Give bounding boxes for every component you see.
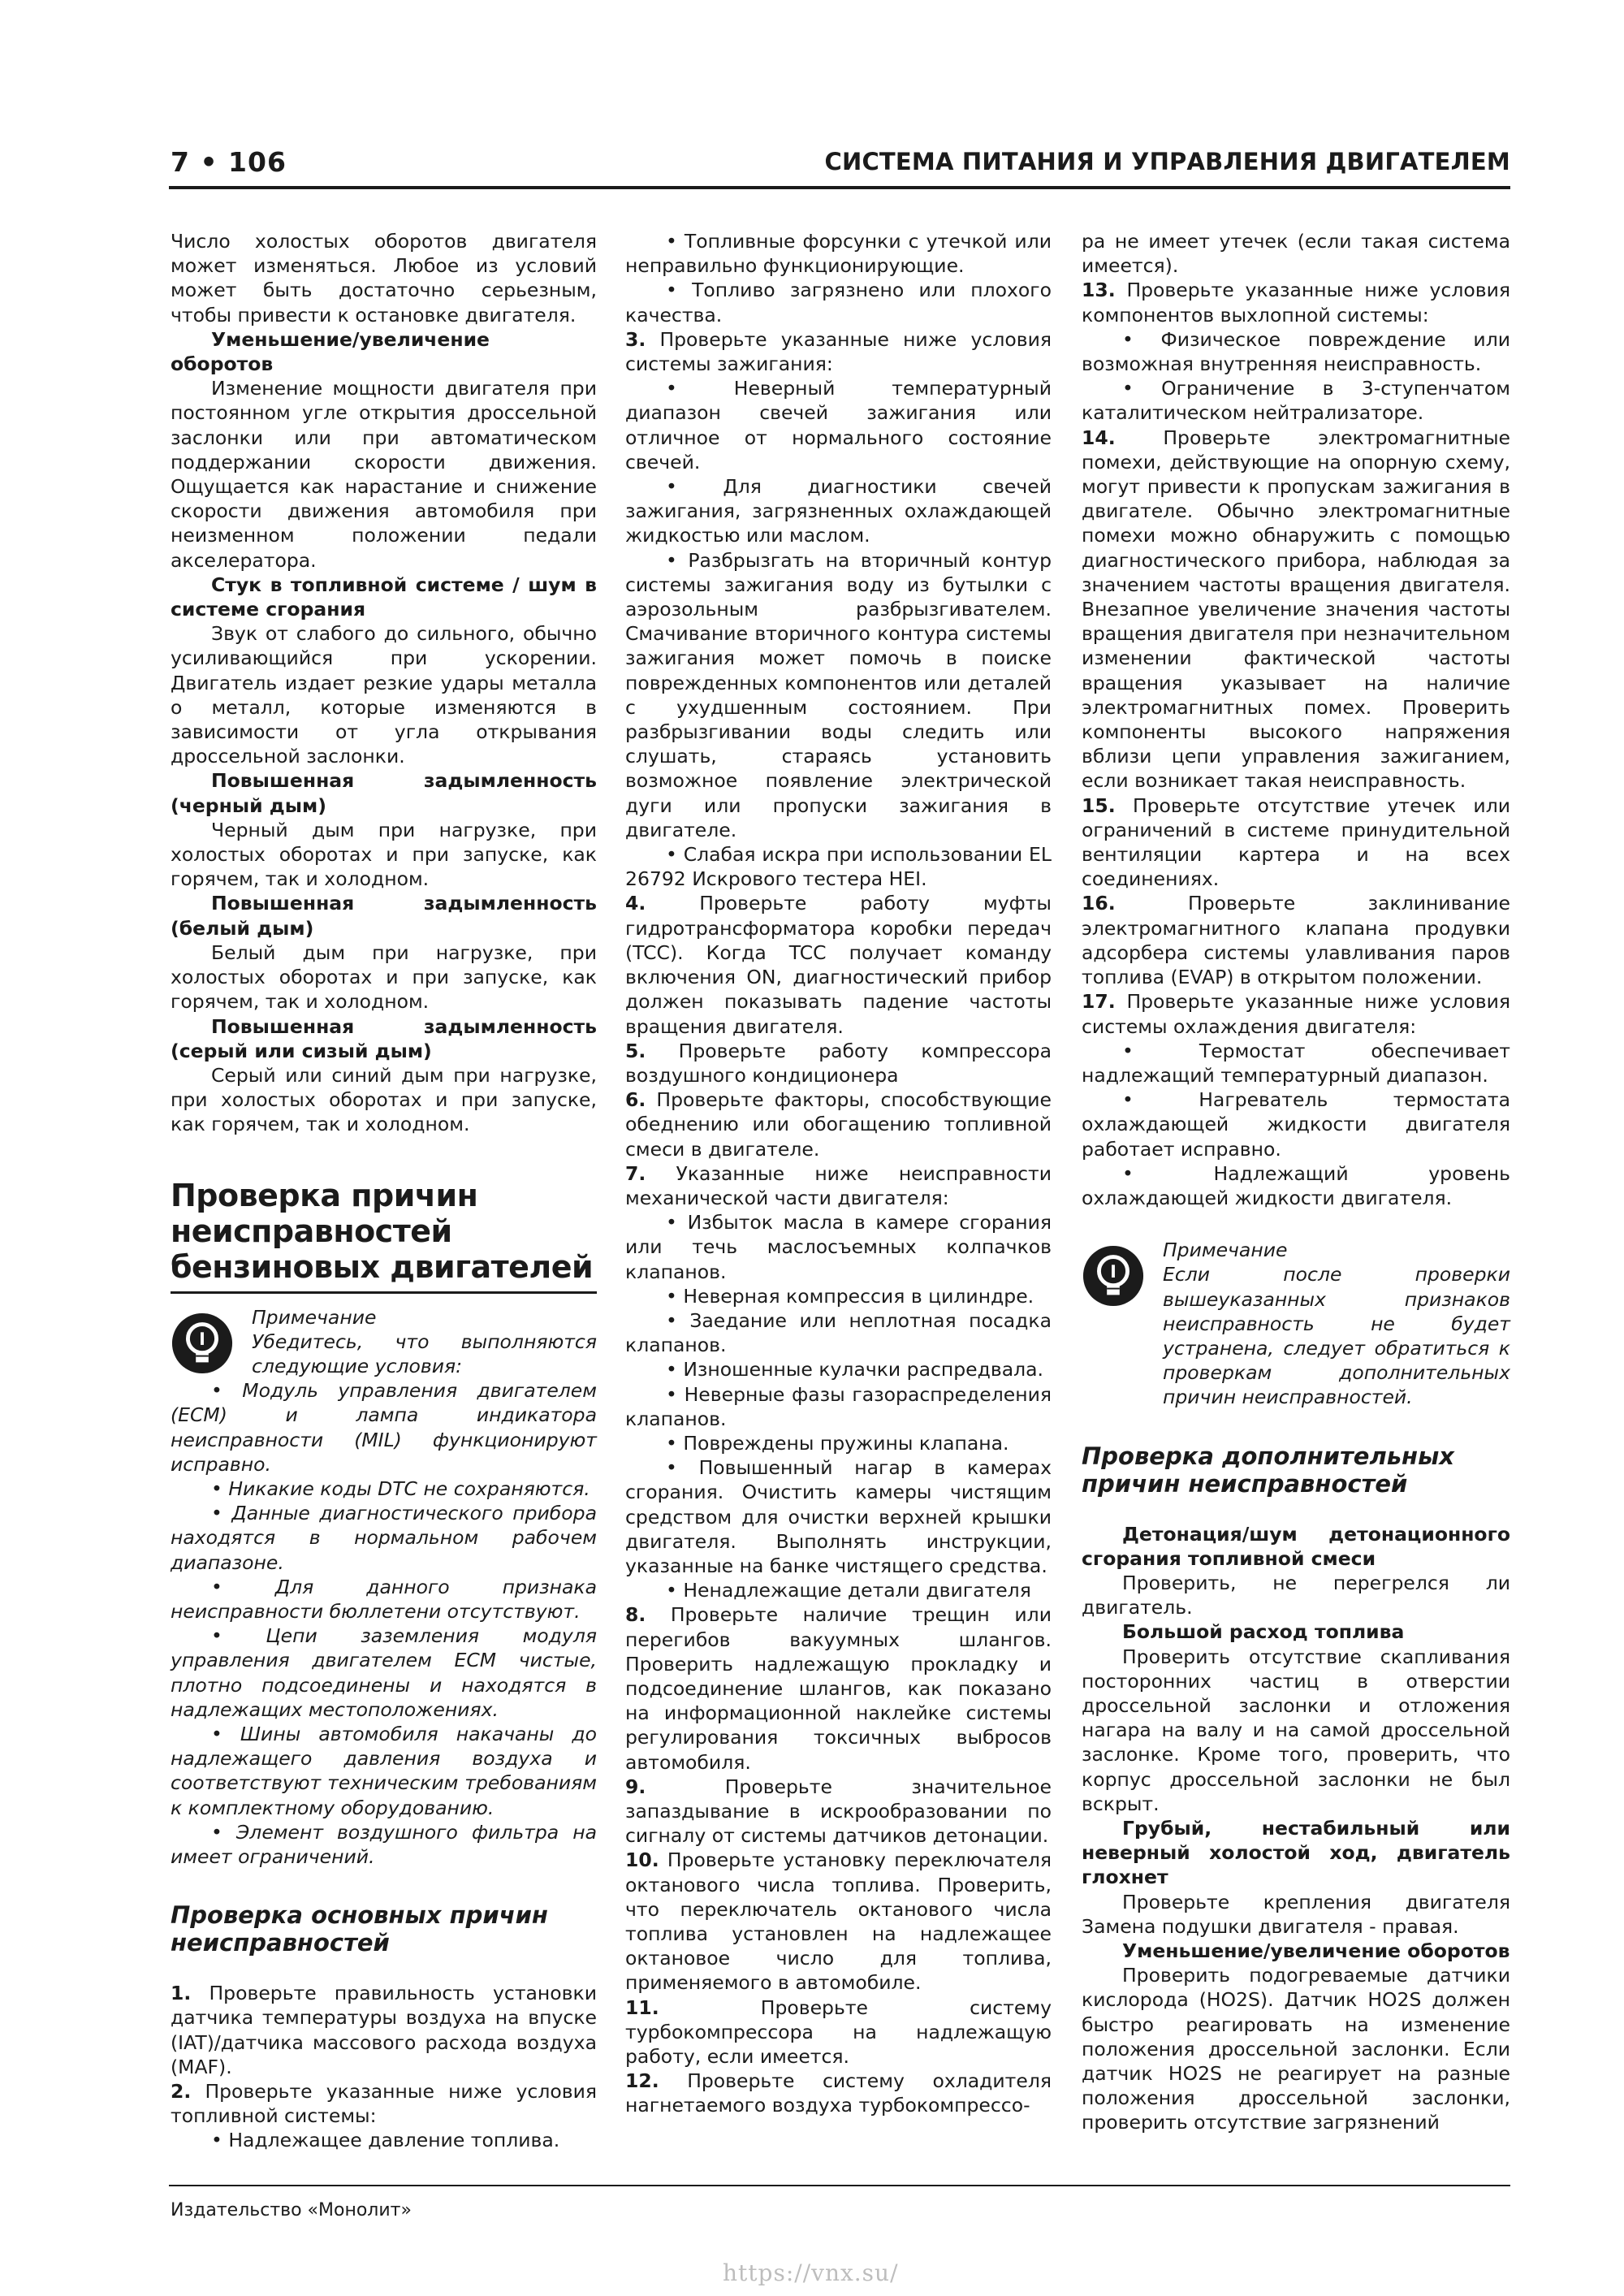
step-text: Проверьте заклинивание электромагнитного клапана продувки адсорбера системы улавливания паров топлива (EVAP) в открытом положении. bbox=[1082, 892, 1510, 989]
step-1 bbox=[171, 1981, 597, 2079]
column-3 bbox=[1082, 229, 1510, 2135]
subhead-white-smoke: Повышенная задымленность (белый дым) bbox=[171, 892, 597, 940]
step-number: 10. bbox=[625, 1848, 659, 1872]
step-number: 4. bbox=[625, 892, 646, 915]
bullet: • Повышенный нагар в камерах сгорания. Очистить камеры чистящим средством для очистки верхней крышки двигателя. Выполнять инструкции, указанные на банке чистящего средства. bbox=[625, 1456, 1052, 1577]
bullet: • Неверная компрессия в цилиндре. bbox=[666, 1284, 1034, 1308]
bullet: • Изношенные кулачки распредвала. bbox=[666, 1358, 1044, 1381]
step-8 bbox=[625, 1602, 1052, 1774]
step-2 bbox=[171, 2079, 597, 2128]
step-10 bbox=[625, 1848, 1052, 1995]
step-text: Проверьте правильность установки датчика температуры воздуха на впуске (IAT)/датчика массового расхода воздуха (MAF). bbox=[171, 1982, 597, 2078]
subsection-title: Проверка дополнительных причин неисправностей bbox=[1082, 1442, 1455, 1498]
running-head: СИСТЕМА ПИТАНИЯ И УПРАВЛЕНИЯ ДВИГАТЕЛЕМ bbox=[824, 148, 1510, 175]
note-title: Примечание bbox=[252, 1305, 377, 1329]
step-text: Проверьте указанные ниже условия системы охлаждения двигателя: bbox=[1082, 990, 1510, 1038]
step-12 bbox=[625, 2069, 1052, 2117]
subhead-grey-smoke: Повышенная задымленность (серый или сизый дым) bbox=[171, 1014, 597, 1062]
subhead-knock: Стук в топливной системе / шум в системе сгорания bbox=[171, 573, 597, 621]
paragraph-detonation: Проверить, не перегрелся ли двигатель. bbox=[1082, 1571, 1510, 1619]
step-9 bbox=[625, 1775, 1052, 1848]
note-lead: Убедитесь, что выполняются следующие условия: bbox=[252, 1330, 597, 1377]
section-title: Проверка причин неисправностей бензиновых двигателей bbox=[171, 1178, 597, 1294]
step-number: 17. bbox=[1082, 990, 1116, 1014]
note-box bbox=[171, 1305, 597, 1870]
bullet: • Термостат обеспечивает надлежащий температурный диапазон. bbox=[1082, 1039, 1510, 1087]
step-13 bbox=[1082, 278, 1510, 326]
step-number: 2. bbox=[171, 2080, 192, 2103]
paragraph-consumption: Проверить отсутствие скапливания посторонних частиц в отверстии дроссельной заслонки и отложения нагара на валу и на самой дроссельной заслонке. Кроме того, проверить, что корпус дроссельной заслонки не был вскрыт. bbox=[1082, 1645, 1510, 1815]
bullet: • Надлежащий уровень охлаждающей жидкости двигателя. bbox=[1082, 1161, 1510, 1209]
step-17 bbox=[1082, 989, 1510, 1038]
column-1 bbox=[171, 229, 597, 2153]
bullet: • Неверные фазы газораспределения клапанов. bbox=[625, 1382, 1052, 1430]
bullet: • Избыток масла в камере сгорания или течь маслосъемных колпачков клапанов. bbox=[625, 1211, 1052, 1283]
step-number: 8. bbox=[625, 1603, 646, 1627]
step-number: 1. bbox=[171, 1982, 192, 2005]
continued-paragraph: ра не имеет утечек (если такая система имеется). bbox=[1082, 230, 1510, 278]
bullet: • Неверный температурный диапазон свечей зажигания или отличное от нормального состояние свечей. bbox=[625, 377, 1052, 473]
step-14 bbox=[1082, 426, 1510, 793]
bullet: • Ограничение в 3-ступенчатом каталитическом нейтрализаторе. bbox=[1082, 377, 1510, 425]
step-number: 11. bbox=[625, 1995, 659, 2019]
step-text: Проверьте систему турбокомпрессора на надлежащую работу, если имеется. bbox=[625, 1995, 1052, 2069]
step-number: 7. bbox=[625, 1161, 646, 1185]
step-5 bbox=[625, 1039, 1052, 1087]
subhead-speed: Уменьшение/увеличение оборотов bbox=[1122, 1939, 1510, 1962]
step-4 bbox=[625, 891, 1052, 1038]
bullet: • Слабая искра при использовании EL 26792 Искрового тестера HEI. bbox=[625, 843, 1052, 891]
step-text: Указанные ниже неисправности механической части двигателя: bbox=[625, 1161, 1052, 1209]
step-15 bbox=[1082, 793, 1510, 892]
paragraph-speed: Изменение мощности двигателя при постоянном угле открытия дроссельной заслонки или при автоматическом поддержании скорости движения. Ощущается как нарастание и снижение скорости движения автомобиля при неизменном положении педали акселератора. bbox=[171, 377, 597, 572]
paragraph-white-smoke: Белый дым при нагрузке, при холостых оборотах и при запуске, как горячем, так и холодном. bbox=[171, 940, 597, 1014]
subsection-title: Проверка основных причин неисправностей bbox=[171, 1901, 548, 1957]
header-rule bbox=[169, 186, 1510, 189]
note-item: • Модуль управления двигателем (ECM) и лампа индикатора неисправности (MIL) функционируют исправно. bbox=[171, 1379, 597, 1476]
step-7 bbox=[625, 1161, 1052, 1210]
column-2 bbox=[625, 229, 1052, 2118]
step-text: Проверьте систему охладителя нагнетаемого воздуха турбокомпрессо- bbox=[625, 2069, 1052, 2117]
step-16 bbox=[1082, 891, 1510, 989]
step-text: Проверьте указанные ниже условия компонентов выхлопной системы: bbox=[1082, 279, 1510, 326]
subhead-rough-idle: Грубый, нестабильный или неверный холостой ход, двигатель глохнет bbox=[1082, 1816, 1510, 1889]
publisher: Издательство «Монолит» bbox=[171, 2200, 412, 2220]
bullet: • Ненадлежащие детали двигателя bbox=[666, 1579, 1031, 1602]
step-text: Проверьте факторы, способствующие обеднению или обогащению топливной смеси в двигателе. bbox=[625, 1088, 1052, 1161]
bullet: • Физическое повреждение или возможная внутренняя неисправность. bbox=[1082, 327, 1510, 376]
note-item: • Для данного признака неисправности бюллетени отсутствуют. bbox=[171, 1575, 597, 1623]
bullet: • Для диагностики свечей зажигания, загрязненных охлаждающей жидкостью или маслом. bbox=[625, 475, 1052, 547]
bullet: • Заедание или неплотная посадка клапанов. bbox=[625, 1308, 1052, 1357]
step-3 bbox=[625, 327, 1052, 376]
paragraph-speed: Проверить подогреваемые датчики кислорода (HO2S). Датчик HO2S должен быстро реагировать на изменение положения дроссельной заслонки. Если датчик HO2S не реагирует на разные положения дроссельной заслонки, проверить отсутствие загрязнений bbox=[1082, 1964, 1510, 2134]
paragraph-black-smoke: Черный дым при нагрузке, при холостых оборотах и при запуске, как горячем, так и холодном. bbox=[171, 818, 597, 891]
step-text: Проверьте работу компрессора воздушного кондиционера bbox=[625, 1039, 1052, 1087]
watermark-link[interactable]: https://vnx.su/ bbox=[723, 2259, 899, 2286]
step-number: 14. bbox=[1082, 426, 1116, 449]
step-number: 9. bbox=[625, 1775, 646, 1798]
step-number: 5. bbox=[625, 1039, 646, 1062]
step-number: 16. bbox=[1082, 892, 1116, 915]
bullet: • Топливо загрязнено или плохого качества. bbox=[625, 279, 1052, 326]
step-text: Проверьте указанные ниже условия топливной системы: bbox=[171, 2080, 597, 2128]
subhead-speed: Уменьшение/увеличение оборотов bbox=[171, 327, 490, 376]
bullet: • Разбрызгать на вторичный контур системы зажигания воду из бутылки с аэрозольным разбрызгивателем. Смачивание вторичного контура системы зажигания может помочь в поиске поврежденных компонентов или деталей с ухудшенным состоянием. При разбрызгивании воды следить или слушать, стараясь установить возможное появление электрической дуги или пропуски зажигания в двигателе. bbox=[625, 548, 1052, 841]
paragraph-grey-smoke: Серый или синий дым при нагрузке, при холостых оборотах и при запуске, как горячем, так и холодном. bbox=[171, 1063, 597, 1136]
footer-rule bbox=[169, 2185, 1510, 2186]
note-item: • Никакие коды DTC не сохраняются. bbox=[211, 1477, 590, 1500]
note-item: • Цепи заземления модуля управления двигателем ECM чистые, плотно подсоединены и находятся в надлежащих местоположениях. bbox=[171, 1624, 597, 1721]
step-number: 12. bbox=[625, 2069, 659, 2093]
subhead-consumption: Большой расход топлива bbox=[1122, 1620, 1405, 1644]
step-text: Проверьте указанные ниже условия системы зажигания: bbox=[625, 327, 1052, 376]
step-number: 13. bbox=[1082, 279, 1116, 302]
bullet: • Топливные форсунки с утечкой или неправильно функционирующие. bbox=[625, 230, 1052, 278]
bullet: • Нагреватель термостата охлаждающей жидкости двигателя работает исправно. bbox=[1082, 1088, 1510, 1161]
step-text: Проверьте электромагнитные помехи, действующие на опорную схему, могут привести к пропускам зажигания в двигателе. Обычно электромагнитные помехи можно обнаружить с помощью диагностического прибора, наблюдая за значением частоты вращения двигателя. Внезапное увеличение значения частоты вращения двигателя при незначительном изменении фактической частоты вращения указывает на наличие электромагнитных помех. Проверить компоненты высокого напряжения вблизи цепи управления зажиганием, если возникает такая неисправность. bbox=[1082, 426, 1510, 793]
step-text: Проверьте отсутствие утечек или ограничений в системе принудительной вентиляции картера и на всех соединениях. bbox=[1082, 793, 1510, 891]
note-title: Примечание bbox=[1163, 1239, 1288, 1262]
step-text: Проверьте наличие трещин или перегибов вакуумных шлангов. Проверить надлежащую прокладку и подсоединение шлангов, как показано на информационной наклейке системы регулирования токсичных выбросов автомобиля. bbox=[625, 1603, 1052, 1774]
note-text: Если после проверки вышеуказанных признаков неисправность не будет устранена, следует обратиться к проверкам дополнительных причин неисправностей. bbox=[1163, 1263, 1510, 1409]
step-11 bbox=[625, 1995, 1052, 2069]
lightbulb-icon bbox=[171, 1312, 234, 1375]
step-number: 15. bbox=[1082, 793, 1116, 817]
bullet: • Повреждены пружины клапана. bbox=[666, 1431, 1009, 1455]
page-number: 7 • 106 bbox=[171, 146, 287, 178]
bullet: • Надлежащее давление топлива. bbox=[211, 2129, 560, 2152]
note-item: • Данные диагностического прибора находятся в нормальном рабочем диапазоне. bbox=[171, 1502, 597, 1574]
step-number: 3. bbox=[625, 327, 646, 351]
subhead-black-smoke: Повышенная задымленность (черный дым) bbox=[171, 769, 597, 817]
step-text: Проверьте работу муфты гидротрансформатора коробки передач (TCC). Когда TCC получает команду включения ON, диагностический прибор должен показывать падение частоты вращения двигателя. bbox=[625, 892, 1052, 1038]
note-item: • Шины автомобиля накачаны до надлежащего давления воздуха и соответствуют техническим требованиям к комплектному оборудованию. bbox=[171, 1722, 597, 1819]
lightbulb-icon bbox=[1082, 1244, 1145, 1308]
paragraph-knock: Звук от слабого до сильного, обычно усиливающийся при ускорении. Двигатель издает резкие удары металла о металл, которые изменяются в зависимости от угла открывания дроссельной заслонки. bbox=[171, 622, 597, 768]
step-text: Проверьте значительное запаздывание в искрообразовании по сигналу от системы датчиков детонации. bbox=[625, 1775, 1052, 1848]
intro-paragraph: Число холостых оборотов двигателя может изменяться. Любое из условий может быть достаточно серьезным, чтобы привести к остановке двигателя. bbox=[171, 230, 597, 326]
paragraph-rough-idle: Проверьте крепления двигателя Замена подушки двигателя - правая. bbox=[1082, 1890, 1510, 1938]
step-text: Проверьте установку переключателя октанового числа топлива. Проверить, что переключатель октанового числа топлива установлен на надлежащее октановое число для топлива, применяемого в автомобиле. bbox=[625, 1848, 1052, 1995]
note-item: • Элемент воздушного фильтра на имеет ограничений. bbox=[171, 1820, 597, 1868]
subhead-detonation: Детонация/шум детонационного сгорания топливной смеси bbox=[1082, 1522, 1510, 1570]
step-6 bbox=[625, 1087, 1052, 1161]
note-box bbox=[1082, 1238, 1510, 1409]
step-number: 6. bbox=[625, 1088, 646, 1112]
